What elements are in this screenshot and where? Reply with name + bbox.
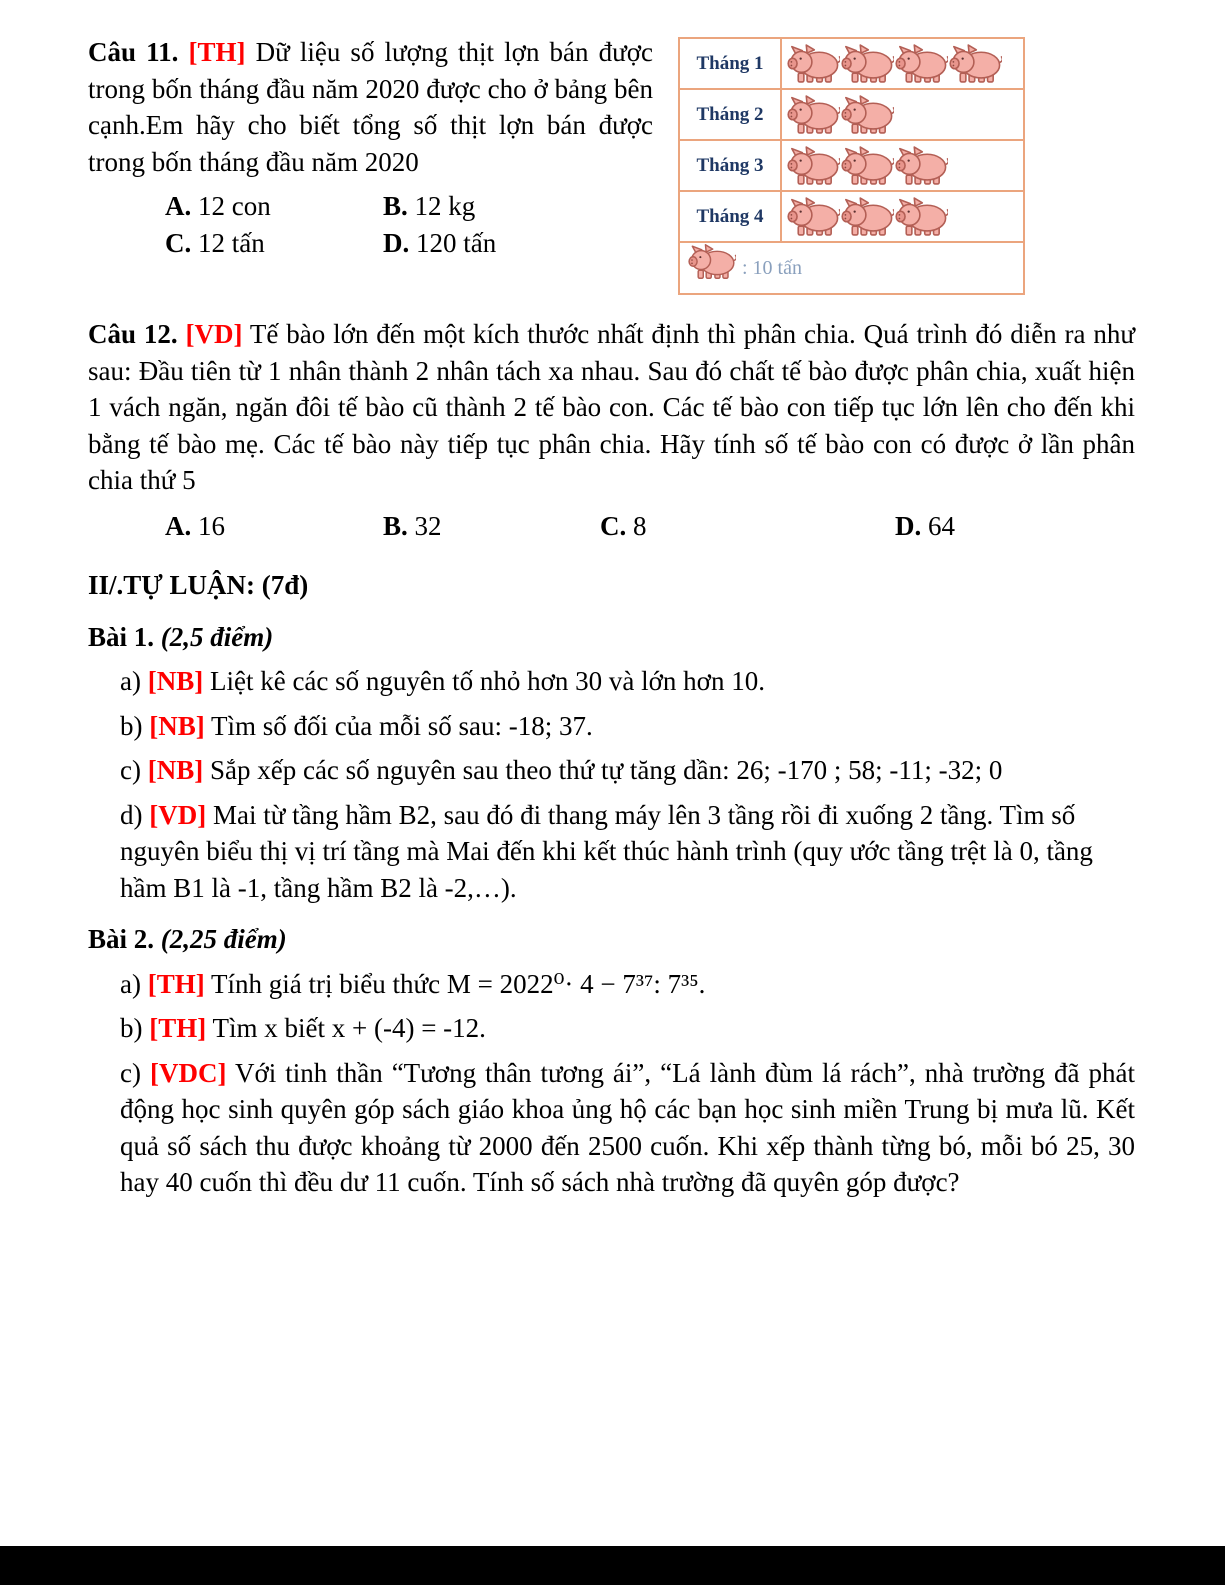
question-12-text	[88, 316, 1135, 499]
option-c	[165, 225, 383, 262]
pig-icon	[841, 196, 894, 237]
question-11-options	[88, 188, 653, 261]
pig-icon	[895, 43, 948, 84]
pig-icon	[787, 94, 840, 135]
month-label: Tháng 3	[680, 141, 782, 190]
pig-icons-cell	[782, 39, 1023, 88]
option-text: 32	[414, 510, 442, 541]
option-text: 16	[198, 510, 225, 541]
item-text: Liệt kê các số nguyên tố nhỏ hơn 30 và lớn hơn 10.	[209, 666, 765, 696]
pig-icon	[895, 196, 948, 237]
option-key: B.	[383, 191, 408, 221]
question-12-tag: [VD]	[185, 319, 243, 349]
option-c	[600, 508, 895, 545]
pig-icons-cell	[782, 192, 1023, 241]
legend-text: : 10 tấn	[742, 256, 802, 279]
item-text: Mai từ tầng hầm B2, sau đó đi thang máy lên 3 tầng rồi đi xuống 2 tầng. Tìm số nguyên biểu thị vị trí tầng mà Mai đến khi kết thúc hành trình (quy ước tầng trệt là 0, tầng hầm B1 là -1, tầng hầm B2 là -2,…).	[120, 799, 1093, 903]
bai-1-title	[88, 619, 1135, 656]
item-tag: [NB]	[147, 666, 204, 696]
bai-2-title	[88, 921, 1135, 958]
bai-2-label: Bài 2.	[88, 924, 155, 954]
option-key: D.	[895, 510, 922, 541]
item-tag: [VD]	[149, 799, 207, 830]
bai1-item-b	[88, 708, 1135, 745]
item-text: Tính giá trị biểu thức M = 2022⁰· 4 − 7³⁷: 7³⁵.	[211, 968, 706, 999]
question-11-text	[88, 34, 653, 180]
bai-2-points: (2,25 điểm)	[160, 924, 287, 954]
question-12-body: Tế bào lớn đến một kích thước nhất định thì phân chia. Quá trình đó diễn ra như sau: Đầu tiên từ 1 nhân thành 2 nhân tách xa nhau. Sau đó chất tế bào được phân chia, xuất hiện 1 vách ngăn, ngăn đôi tế bào cũ thành 2 tế bào con. Các tế bào con tiếp tục lớn lên cho đến khi bằng tế bào mẹ. Các tế bào này tiếp tục phân chia. Hãy tính số tế bào con có được ở lần phân chia thứ 5	[88, 319, 1136, 495]
option-d	[383, 225, 601, 262]
item-tag: [NB]	[147, 755, 204, 785]
option-text: 12 con	[198, 191, 271, 221]
bai1-item-c	[88, 752, 1135, 789]
pictograph-row-month2	[680, 90, 1023, 141]
option-a	[165, 188, 383, 225]
option-b	[383, 188, 601, 225]
month-label: Tháng 2	[680, 90, 782, 139]
question-11-label: Câu 11.	[88, 37, 179, 67]
item-text: Tìm số đối của mỗi số sau: -18; 37.	[211, 710, 593, 741]
bai2-item-c	[88, 1055, 1135, 1201]
item-key: c)	[120, 755, 141, 785]
item-key: b)	[120, 710, 143, 741]
pig-icon	[688, 242, 736, 281]
pictograph-row-month3	[680, 141, 1023, 192]
option-key: A.	[165, 510, 192, 541]
pig-icon	[949, 43, 1002, 84]
bai-1-points: (2,5 điểm)	[160, 621, 274, 652]
pictograph-legend	[680, 243, 1023, 293]
question-12-options	[88, 508, 1135, 545]
item-key: a)	[120, 666, 141, 696]
option-key: C.	[165, 227, 192, 258]
bai2-item-b	[88, 1010, 1135, 1047]
item-text: Tìm x biết x + (-4) = -12.	[212, 1013, 486, 1043]
bai2-item-a	[88, 966, 1135, 1003]
option-key: C.	[600, 510, 627, 541]
legend-pig-cell	[688, 242, 742, 294]
option-a	[165, 508, 383, 545]
option-b	[383, 508, 600, 545]
bai-1-label: Bài 1.	[88, 621, 155, 652]
option-text: 8	[633, 510, 647, 541]
item-tag: [VDC]	[149, 1057, 227, 1088]
question-11-tag: [TH]	[188, 37, 246, 67]
item-tag: [TH]	[147, 968, 205, 999]
options-row	[165, 225, 653, 262]
item-key: d)	[120, 799, 143, 830]
option-text: 12 kg	[414, 191, 476, 221]
pig-icon	[787, 196, 840, 237]
month-label: Tháng 1	[680, 39, 782, 88]
pig-icon	[895, 145, 948, 186]
bai1-item-a	[88, 663, 1135, 700]
option-key: D.	[383, 227, 410, 258]
option-key: A.	[165, 191, 192, 221]
question-11-body: Dữ liệu số lượng thịt lợn bán được trong bốn tháng đầu năm 2020 được cho ở bảng bên cạnh.Em hãy cho biết tổng số thịt lợn bán được trong bốn tháng đầu năm 2020	[88, 37, 654, 177]
option-d	[895, 508, 955, 545]
pig-icon	[841, 43, 894, 84]
month-label: Tháng 4	[680, 192, 782, 241]
bai1-item-d	[88, 797, 1135, 907]
question-12-label: Câu 12.	[88, 319, 178, 349]
pig-icon	[841, 94, 894, 135]
item-key: b)	[120, 1013, 143, 1043]
pig-icon	[841, 145, 894, 186]
section-2-title: II/.TỰ LUẬN: (7đ)	[88, 570, 309, 600]
item-text: Với tinh thần “Tương thân tương ái”, “Lá lành đùm lá rách”, nhà trường đã phát động học sinh quyên góp sách giáo khoa ủng hộ các bạn học sinh miền Trung bị mưa lũ. Kết quả số sách thu được khoảng từ 2000 đến 2500 cuốn. Khi xếp thành từng bó, mỗi bó 25, 30 hay 40 cuốn thì đều dư 11 cuốn. Tính số sách nhà trường đã quyên góp được?	[120, 1057, 1136, 1197]
item-key: c)	[120, 1057, 141, 1088]
option-text: 64	[928, 510, 955, 541]
item-key: a)	[120, 968, 141, 999]
question-11-left	[88, 34, 653, 261]
pictograph-row-month1	[680, 39, 1023, 90]
option-text: 12 tấn	[198, 227, 265, 258]
question-11	[88, 34, 1135, 295]
item-tag: [NB]	[149, 710, 205, 741]
scan-bottom-black-bar	[0, 1546, 1225, 1585]
item-text: Sắp xếp các số nguyên sau theo thứ tự tăng dần: 26; -170 ; 58; -11; -32; 0	[209, 755, 1003, 785]
pig-icon	[787, 43, 840, 84]
pictograph-table	[678, 37, 1025, 295]
item-tag: [TH]	[149, 1013, 207, 1043]
pictograph-row-month4	[680, 192, 1023, 243]
pig-icons-cell	[782, 90, 1023, 139]
option-key: B.	[383, 510, 408, 541]
options-row	[165, 188, 653, 225]
option-text: 120 tấn	[416, 227, 497, 258]
pig-icons-cell	[782, 141, 1023, 190]
pig-icon	[787, 145, 840, 186]
